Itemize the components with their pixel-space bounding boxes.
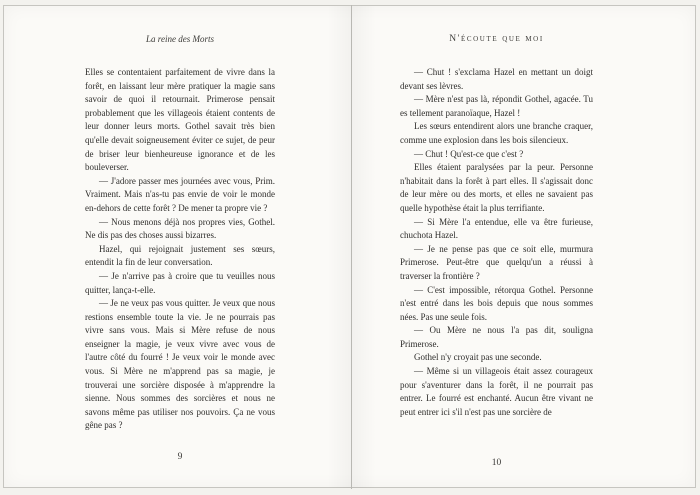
left-text-column <box>85 0 275 495</box>
paragraph: — J'adore passer mes journées avec vous, Prim. Vraiment. Mais n'as-tu pas envie de voir le monde en-dehors de cette forêt ? De mener ta propre vie ? <box>85 175 275 213</box>
right-text-column <box>400 0 593 495</box>
paragraph: — Chut ! s'exclama Hazel en mettant un doigt devant ses lèvres. <box>400 67 593 91</box>
paragraph: — Je ne pense pas que ce soit elle, murmura Primerose. Peut-être que quelqu'un a réussi à traverser la frontière ? <box>400 243 593 281</box>
right-page <box>350 0 700 495</box>
paragraph: — Même si un villageois était assez courageux pour s'aventurer dans la forêt, il ne pourrait pas entrer. Le fourré est enchanté. Aucun être vivant ne peut entrer ici s'il n'est pas une sorcière de <box>400 366 593 417</box>
paragraph: Elles étaient paralysées par la peur. Personne n'habitait dans la forêt à part elles. Il s'agissait donc de leur mère ou des morts, et elles ne savaient pas quelle hypothèse était la plus terrifiante. <box>400 162 593 213</box>
left-page-number: 9 <box>177 452 183 462</box>
paragraph: — Nous menons déjà nos propres vies, Gothel. Ne dis pas des choses aussi bizarres. <box>85 216 275 241</box>
paragraph: Les sœurs entendirent alors une branche craquer, comme une explosion dans les bois silencieux. <box>400 121 593 145</box>
paragraph: Gothel n'y croyait pas une seconde. <box>414 352 542 363</box>
paragraph: Hazel, qui rejoignait justement ses sœurs, entendit la fin de leur conversation. <box>85 243 275 268</box>
paragraph: — Chut ! Qu'est-ce que c'est ? <box>414 148 524 159</box>
right-page-number: 10 <box>491 458 502 468</box>
paragraph: — Je n'arrive pas à croire que tu veuilles nous quitter, lança-t-elle. <box>85 270 275 295</box>
paragraph: — Ou Mère ne nous l'a pas dit, souligna Primerose. <box>400 325 593 349</box>
book-title-header: La reine des Morts <box>146 34 214 44</box>
paragraph: — Mère n'est pas là, répondit Gothel, agacée. Tu es tellement paranoïaque, Hazel ! <box>400 94 593 118</box>
paragraph: — Si Mère l'a entendue, elle va être furieuse, chuchota Hazel. <box>400 216 593 241</box>
left-page-text <box>85 66 275 433</box>
chapter-title-header: N'écoute que moi <box>449 34 544 44</box>
right-page-text <box>400 66 593 419</box>
paragraph: Elles se contentaient parfaitement de vivre dans la forêt, en laissant leur mère pratiquer la magie sans savoir de quoi il retournait. Primerose pensait probablement que les villageois étaient contents de leur donner leurs morts. Gothel savait très bien qu'elle devait soigneusement éviter ce sujet, de peur de briser leur bienheureuse ignorance et de les bouleverser. <box>85 67 275 173</box>
paragraph: — C'est impossible, rétorqua Gothel. Personne n'est entré dans les bois depuis que nous sommes nées. Pas une seule fois. <box>400 284 593 322</box>
paragraph: — Je ne veux pas vous quitter. Je veux que nous restions ensemble toute la vie. Je ne pourrais pas vivre sans vous. Mais si Mère refuse de nous enseigner la magie, je veux vivre avec vous de l'autre côté du fourré ! Je veux voir le monde avec vous. Si Mère ne m'apprend pas sa magie, je trouverai une sorcière disposée à m'apprendre la sienne. Nous sommes des sorcières et nous ne savons même pas utiliser nos pouvoirs. Ça ne vous gêne pas ? <box>85 298 275 431</box>
